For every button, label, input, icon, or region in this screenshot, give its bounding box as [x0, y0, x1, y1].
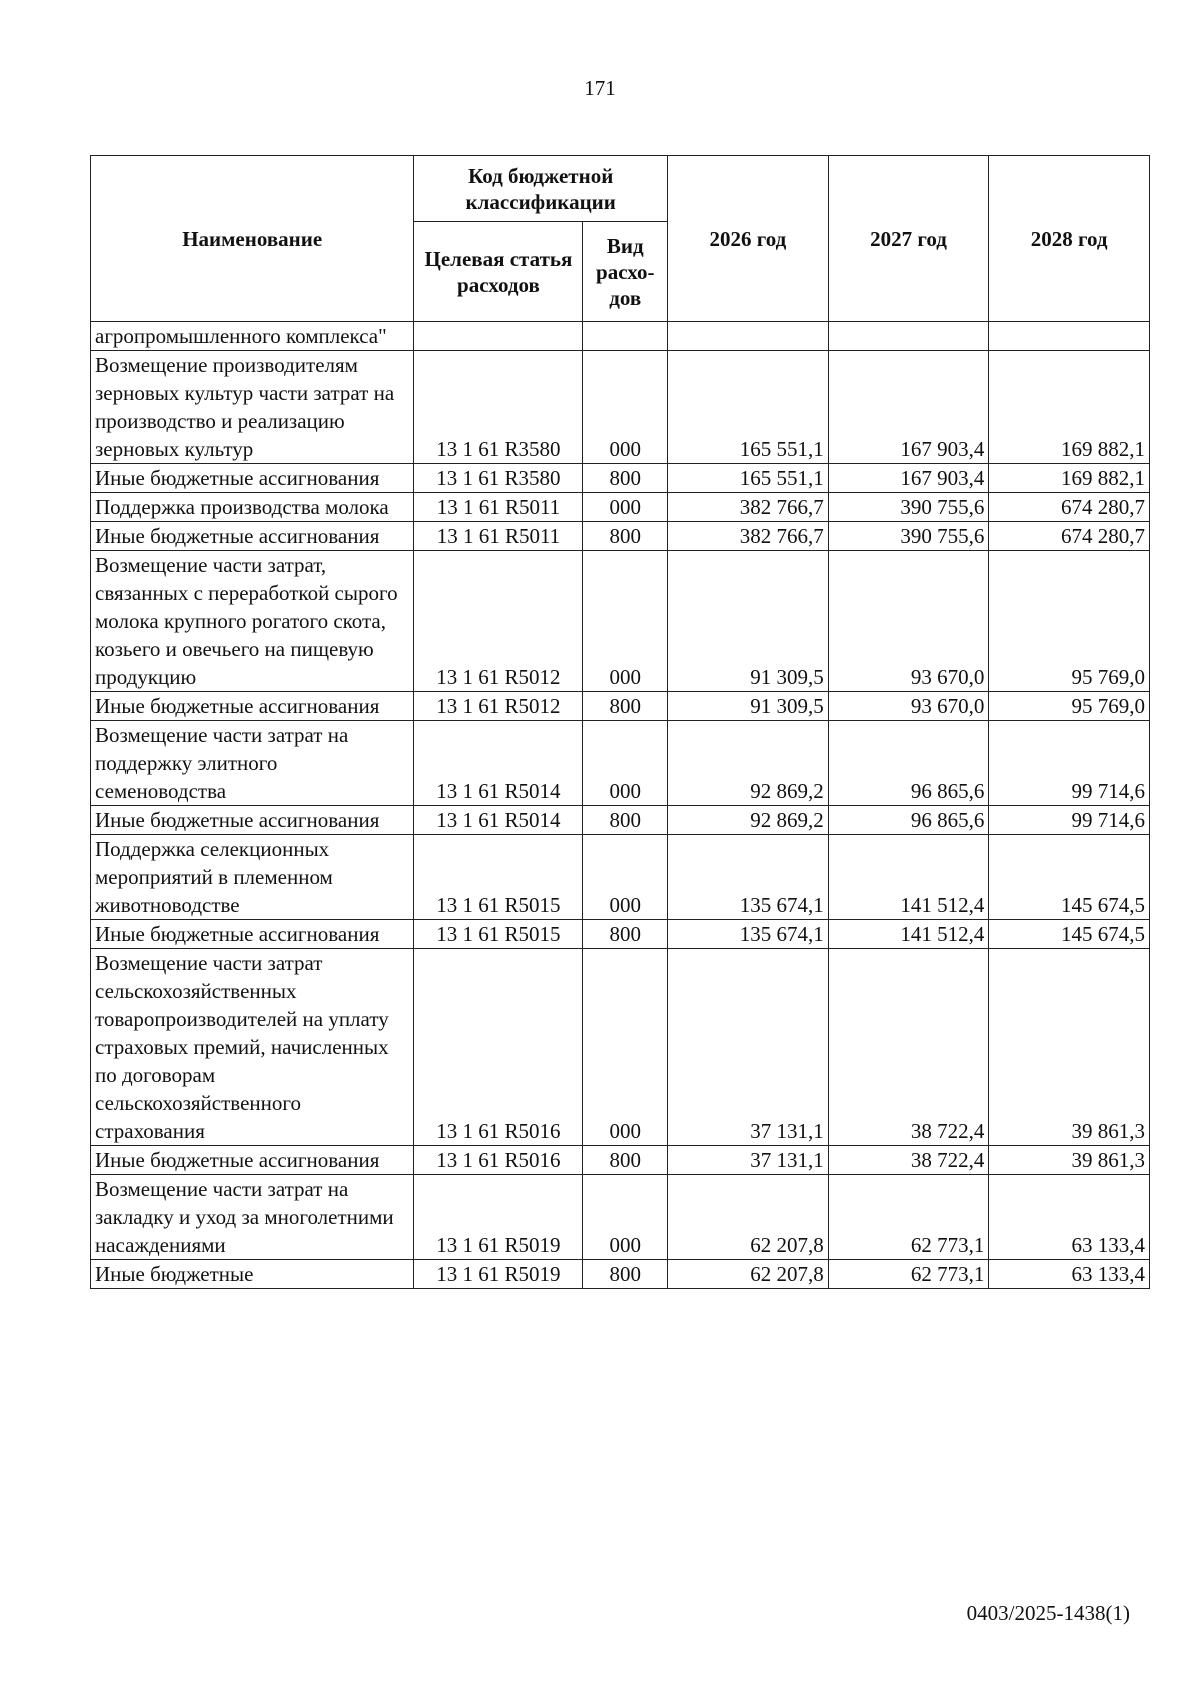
row-kind-cell: [583, 322, 668, 351]
row-kind-cell: 000: [583, 351, 668, 464]
row-2028-cell: 99 714,6: [989, 806, 1150, 835]
table-row: [91, 949, 1150, 1146]
row-name-cell: Поддержка производства молока: [91, 493, 414, 522]
row-2026-cell: 382 766,7: [668, 493, 829, 522]
row-2027-cell: 93 670,0: [828, 551, 989, 692]
row-kind-cell: 800: [583, 464, 668, 493]
row-code-cell: 13 1 61 R5019: [414, 1260, 583, 1289]
table-row: [91, 1175, 1150, 1260]
row-2026-cell: 165 551,1: [668, 464, 829, 493]
row-2027-cell: 38 722,4: [828, 949, 989, 1146]
document-code: 0403/2025-1438(1): [966, 1601, 1130, 1625]
row-2028-cell: 95 769,0: [989, 551, 1150, 692]
header-code-group: Код бюджетной классификации: [414, 156, 668, 222]
row-2027-cell: 96 865,6: [828, 721, 989, 806]
row-2028-cell: 674 280,7: [989, 493, 1150, 522]
row-code-cell: 13 1 61 R5012: [414, 692, 583, 721]
table-row: [91, 322, 1150, 351]
row-kind-cell: 800: [583, 1260, 668, 1289]
table-row: [91, 464, 1150, 493]
row-name-cell: Иные бюджетные ассигнования: [91, 806, 414, 835]
row-2026-cell: 91 309,5: [668, 692, 829, 721]
row-2027-cell: 96 865,6: [828, 806, 989, 835]
row-2027-cell: [828, 322, 989, 351]
row-name-cell: Возмещение производителям зерновых культур части затрат на производство и реализацию зерновых культур: [91, 351, 414, 464]
header-name: Наименование: [91, 156, 414, 322]
row-kind-cell: 000: [583, 493, 668, 522]
row-name-cell: Возмещение части затрат на закладку и уход за многолетними насаждениями: [91, 1175, 414, 1260]
page-number: 171: [584, 76, 616, 100]
table-row: [91, 493, 1150, 522]
row-code-cell: 13 1 61 R5014: [414, 721, 583, 806]
row-2026-cell: 91 309,5: [668, 551, 829, 692]
table-row: [91, 522, 1150, 551]
row-code-cell: 13 1 61 R5014: [414, 806, 583, 835]
row-2027-cell: 390 755,6: [828, 493, 989, 522]
row-2026-cell: 165 551,1: [668, 351, 829, 464]
row-2026-cell: 92 869,2: [668, 721, 829, 806]
table-row: [91, 920, 1150, 949]
row-2026-cell: 135 674,1: [668, 920, 829, 949]
row-code-cell: 13 1 61 R5019: [414, 1175, 583, 1260]
row-2028-cell: 63 133,4: [989, 1175, 1150, 1260]
row-2028-cell: 674 280,7: [989, 522, 1150, 551]
row-kind-cell: 000: [583, 721, 668, 806]
row-kind-cell: 800: [583, 1146, 668, 1175]
row-2027-cell: 141 512,4: [828, 920, 989, 949]
row-kind-cell: 000: [583, 949, 668, 1146]
row-2026-cell: 382 766,7: [668, 522, 829, 551]
row-2028-cell: 39 861,3: [989, 949, 1150, 1146]
row-code-cell: 13 1 61 R5011: [414, 522, 583, 551]
row-2028-cell: 145 674,5: [989, 835, 1150, 920]
table-row: [91, 1146, 1150, 1175]
row-2027-cell: 167 903,4: [828, 464, 989, 493]
row-name-cell: Иные бюджетные: [91, 1260, 414, 1289]
row-code-cell: 13 1 61 R5012: [414, 551, 583, 692]
row-2028-cell: 95 769,0: [989, 692, 1150, 721]
table-row: [91, 806, 1150, 835]
row-code-cell: 13 1 61 R3580: [414, 464, 583, 493]
row-2028-cell: 63 133,4: [989, 1260, 1150, 1289]
row-name-cell: Иные бюджетные ассигнования: [91, 920, 414, 949]
row-2027-cell: 62 773,1: [828, 1260, 989, 1289]
row-2028-cell: 99 714,6: [989, 721, 1150, 806]
row-2028-cell: [989, 322, 1150, 351]
header-year-2026: 2026 год: [668, 156, 829, 322]
row-2026-cell: [668, 322, 829, 351]
row-code-cell: 13 1 61 R5016: [414, 1146, 583, 1175]
row-code-cell: [414, 322, 583, 351]
row-name-cell: Возмещение части затрат, связанных с переработкой сырого молока крупного рогатого скота, козьего и овечьего на пищевую продукцию: [91, 551, 414, 692]
row-2026-cell: 135 674,1: [668, 835, 829, 920]
row-kind-cell: 800: [583, 920, 668, 949]
row-kind-cell: 800: [583, 522, 668, 551]
row-2026-cell: 62 207,8: [668, 1175, 829, 1260]
row-name-cell: Иные бюджетные ассигнования: [91, 522, 414, 551]
row-name-cell: агропромышленного комплекса": [91, 322, 414, 351]
table-body: [91, 322, 1150, 1289]
budget-table: [90, 155, 1150, 1289]
row-code-cell: 13 1 61 R5011: [414, 493, 583, 522]
row-2028-cell: 145 674,5: [989, 920, 1150, 949]
row-2026-cell: 92 869,2: [668, 806, 829, 835]
row-code-cell: 13 1 61 R5016: [414, 949, 583, 1146]
table-row: [91, 835, 1150, 920]
table-row: [91, 1260, 1150, 1289]
header-year-2028: 2028 год: [989, 156, 1150, 322]
row-2026-cell: 37 131,1: [668, 949, 829, 1146]
row-name-cell: Иные бюджетные ассигнования: [91, 464, 414, 493]
row-2027-cell: 167 903,4: [828, 351, 989, 464]
row-kind-cell: 800: [583, 806, 668, 835]
row-name-cell: Поддержка селекционных мероприятий в племенном животноводстве: [91, 835, 414, 920]
row-2027-cell: 141 512,4: [828, 835, 989, 920]
row-code-cell: 13 1 61 R5015: [414, 920, 583, 949]
header-year-2027: 2027 год: [828, 156, 989, 322]
row-kind-cell: 000: [583, 1175, 668, 1260]
row-name-cell: Возмещение части затрат сельскохозяйственных товаропроизводителей на уплату страховых премий, начисленных по договорам сельскохозяйственного страхования: [91, 949, 414, 1146]
row-kind-cell: 000: [583, 835, 668, 920]
row-2027-cell: 38 722,4: [828, 1146, 989, 1175]
row-kind-cell: 000: [583, 551, 668, 692]
row-name-cell: Иные бюджетные ассигнования: [91, 692, 414, 721]
row-2026-cell: 62 207,8: [668, 1260, 829, 1289]
table-row: [91, 721, 1150, 806]
row-2027-cell: 390 755,6: [828, 522, 989, 551]
header-target-article: Целевая статья расходов: [414, 222, 583, 322]
row-name-cell: Иные бюджетные ассигнования: [91, 1146, 414, 1175]
row-name-cell: Возмещение части затрат на поддержку элитного семеноводства: [91, 721, 414, 806]
row-kind-cell: 800: [583, 692, 668, 721]
row-2027-cell: 93 670,0: [828, 692, 989, 721]
header-expense-kind: Вид расхо-дов: [583, 222, 668, 322]
row-2027-cell: 62 773,1: [828, 1175, 989, 1260]
table-row: [91, 692, 1150, 721]
row-2028-cell: 39 861,3: [989, 1146, 1150, 1175]
row-code-cell: 13 1 61 R5015: [414, 835, 583, 920]
row-2026-cell: 37 131,1: [668, 1146, 829, 1175]
row-2028-cell: 169 882,1: [989, 464, 1150, 493]
row-2028-cell: 169 882,1: [989, 351, 1150, 464]
table-row: [91, 551, 1150, 692]
row-code-cell: 13 1 61 R3580: [414, 351, 583, 464]
table-row: [91, 351, 1150, 464]
